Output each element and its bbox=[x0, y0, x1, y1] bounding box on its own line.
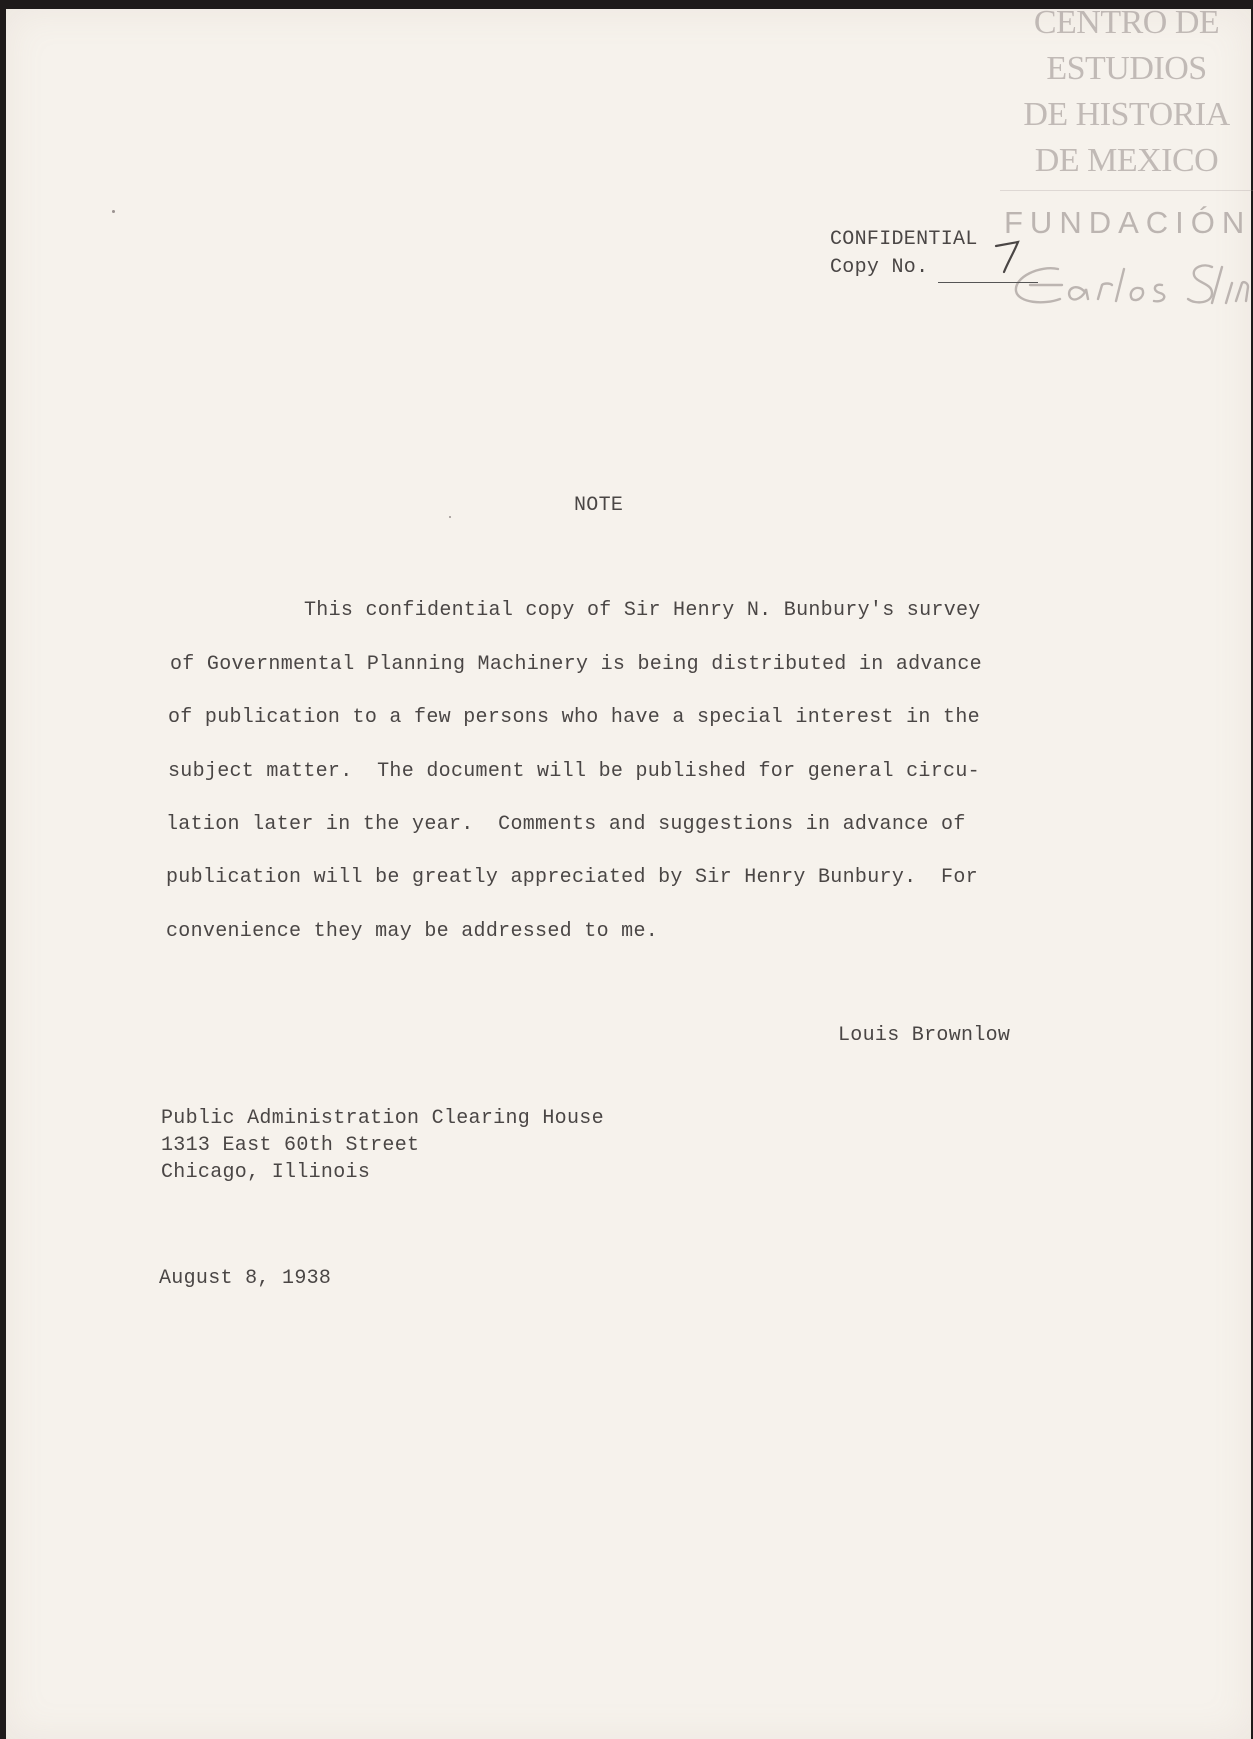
document-date: August 8, 1938 bbox=[159, 1267, 332, 1290]
copy-number-label: Copy No. bbox=[830, 256, 929, 279]
paragraph-line-4: subject matter. The document will be published for general circu- bbox=[168, 760, 980, 783]
handwritten-copy-number bbox=[992, 236, 1032, 276]
signature-name: Louis Brownlow bbox=[838, 1024, 1011, 1047]
paragraph-line-7: convenience they may be addressed to me. bbox=[166, 920, 659, 943]
address-line-3: Chicago, Illinois bbox=[161, 1161, 371, 1184]
watermark-line-4: DE MEXICO bbox=[1034, 142, 1219, 179]
paragraph-line-1: This confidential copy of Sir Henry N. Bunbury's survey bbox=[304, 599, 981, 622]
watermark-centro bbox=[1000, 0, 1253, 179]
paragraph-line-6: publication will be greatly appreciated by Sir Henry Bunbury. For bbox=[166, 866, 978, 889]
confidential-label: CONFIDENTIAL bbox=[830, 228, 978, 251]
paragraph-line-3: of publication to a few persons who have a special interest in the bbox=[168, 706, 980, 729]
note-title: NOTE bbox=[574, 494, 624, 517]
address-line-2: 1313 East 60th Street bbox=[161, 1134, 420, 1157]
paragraph-line-5: lation later in the year. Comments and suggestions in advance of bbox=[166, 813, 966, 836]
watermark-line-3: DE HISTORIA bbox=[1023, 96, 1230, 133]
watermark-signature-logo bbox=[1000, 255, 1250, 315]
paper-speck bbox=[112, 210, 115, 213]
paragraph-line-2: of Governmental Planning Machinery is being distributed in advance bbox=[170, 653, 982, 676]
watermark-line-1: CENTRO DE bbox=[1033, 4, 1220, 41]
paper-speck bbox=[449, 516, 451, 518]
watermark-line-2: ESTUDIOS bbox=[1046, 50, 1207, 87]
copy-number-underline bbox=[938, 282, 1038, 283]
watermark-fundacion: FUNDACIÓN bbox=[1004, 205, 1252, 240]
address-line-1: Public Administration Clearing House bbox=[161, 1107, 604, 1130]
watermark-divider bbox=[1000, 190, 1253, 191]
